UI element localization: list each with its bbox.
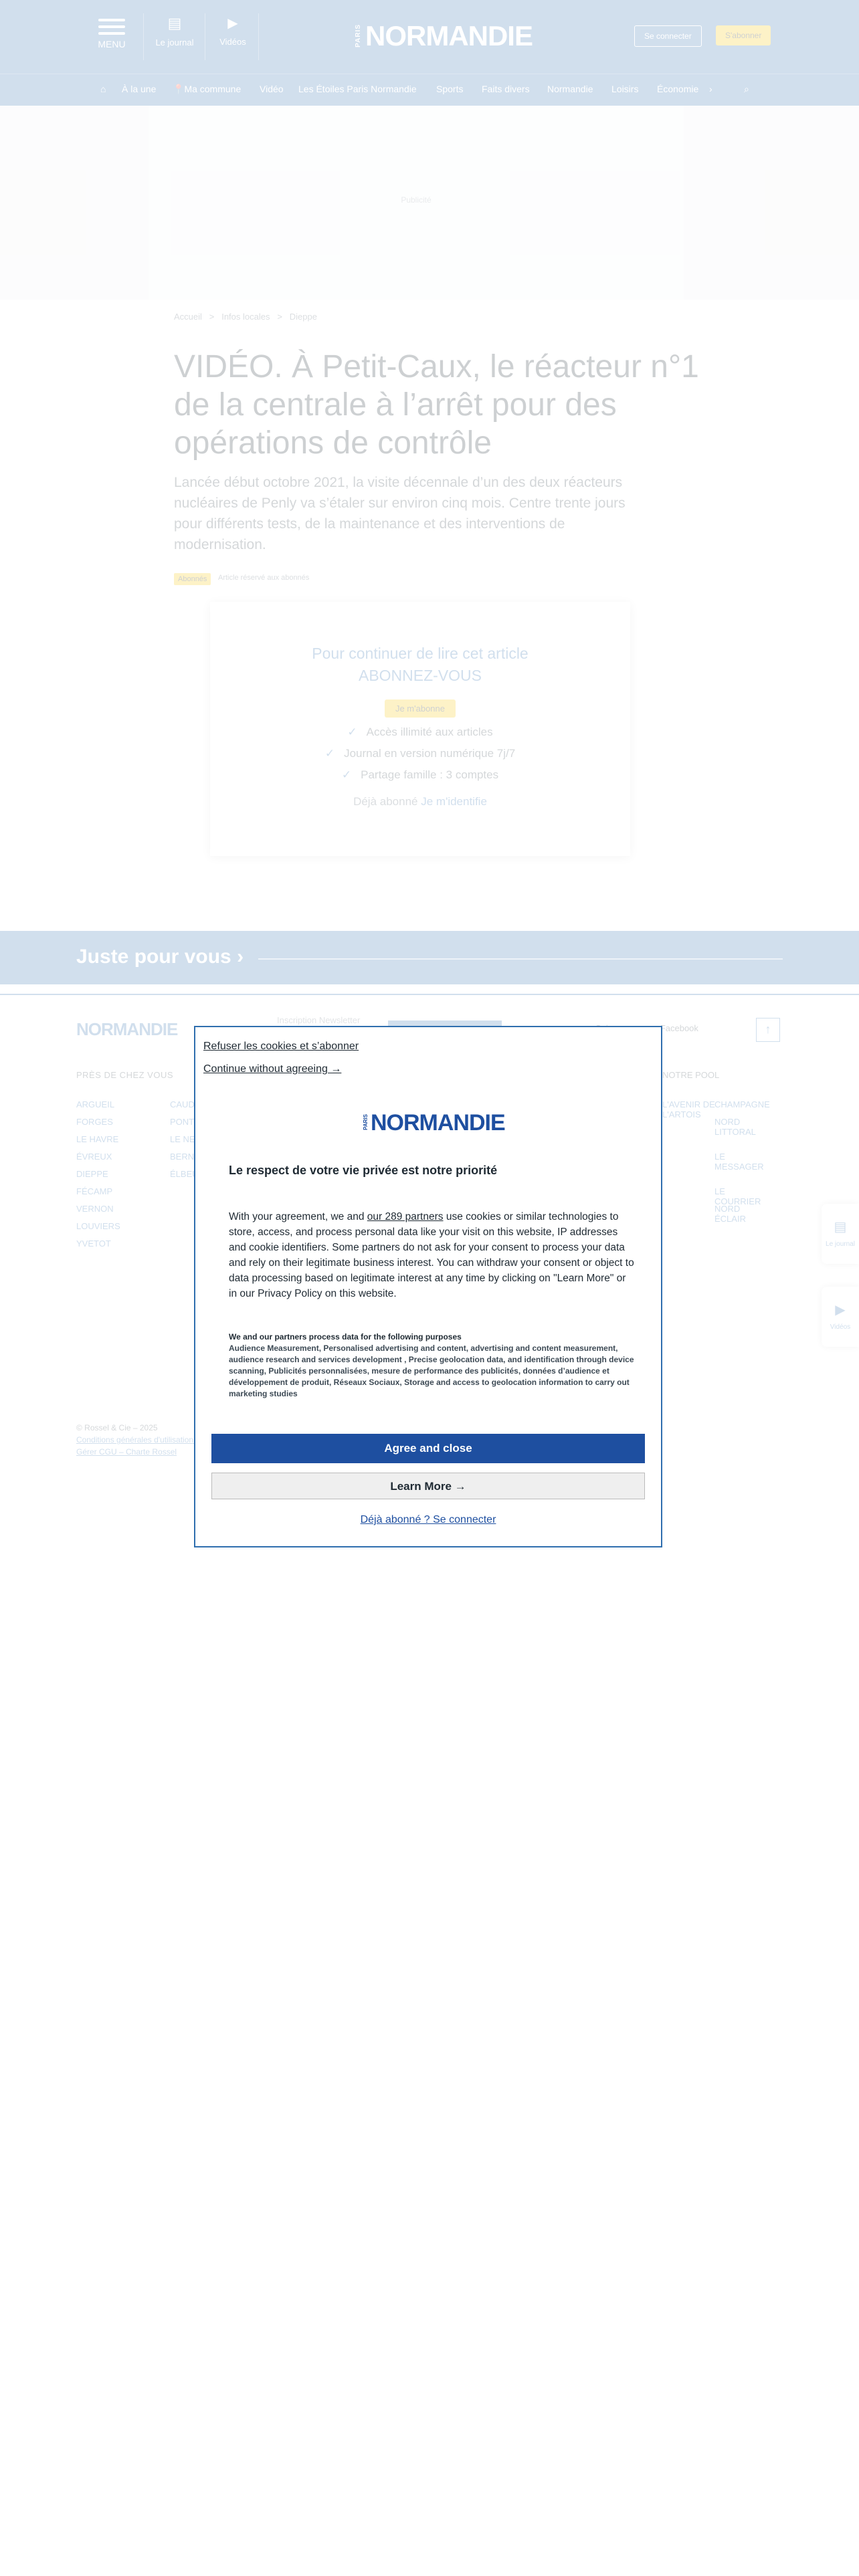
cookie-consent-dialog — [194, 1026, 662, 1547]
learn-more-button[interactable]: Learn More → — [211, 1473, 645, 1499]
already-subscribed-login-link[interactable]: Déjà abonné ? Se connecter — [360, 1514, 496, 1525]
agree-and-close-button[interactable]: Agree and close — [211, 1434, 645, 1463]
consent-purposes: We and our partners process data for the following purposes Audience Measurement, Personalised advertising and content, advertising and content measurement, audience research and services development , Precise geolocation data, and identification through device scanning, Publicités personnalisées, mesure de performance des publicités, données d’audience et développement de produit, Réseaux Sociaux, Storage and access to geolocation information to carry out marketing studies — [229, 1332, 634, 1398]
consent-title: Le respect de votre vie privée est notre priorité — [229, 1164, 498, 1177]
partners-link[interactable]: our 289 partners — [367, 1211, 444, 1222]
continue-without-agreeing-link[interactable]: Continue without agreeing → — [203, 1063, 342, 1075]
refuse-and-subscribe-link[interactable]: Refuser les cookies et s’abonner — [203, 1041, 359, 1052]
consent-logo: PARIS NORMANDIE — [363, 1110, 505, 1136]
consent-text: With your agreement, we and our 289 partners use cookies or similar technologies to store, access, and process personal data like your visit on this website, IP addresses and cookie identifiers. Some partners do not ask for your consent to process your data and rely on their legitimate business interest. You can withdraw your consent or object to data processing based on legitimate interest at any time by clicking on "Learn More" or in our Privacy Policy on this website. — [229, 1211, 634, 1299]
